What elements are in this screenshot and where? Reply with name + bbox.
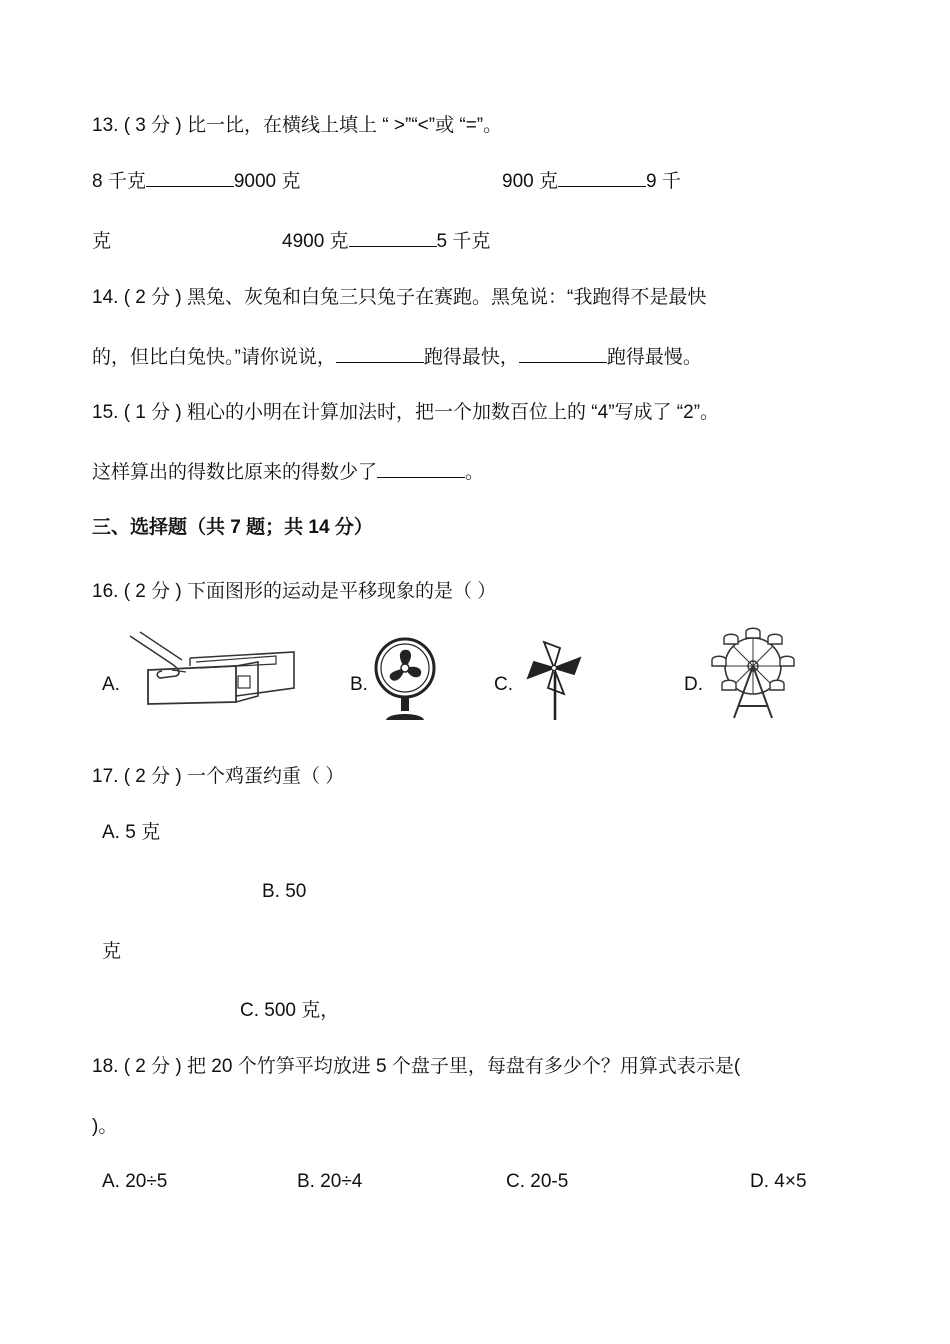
q13-b-left: 900 克 (502, 171, 558, 192)
q14-line2-a: 的，但比白兔快。”请你说说， (92, 347, 336, 368)
q17-option-b[interactable]: B. 50 (262, 881, 307, 902)
q13-a-right: 9000 克 (233, 171, 301, 192)
q13-c-left: 4900 克 (282, 231, 349, 252)
q15-line1: 15. ( 1 分 ) 粗心的小明在计算加法时，把一个加数百位上的 “4”写成了 “2”。 (92, 402, 720, 423)
q14-line2-b: 跑得最快， (423, 347, 519, 368)
q14-line2 (92, 348, 702, 367)
q16-option-c-label[interactable]: C. (494, 674, 513, 695)
q14-blank-slowest[interactable] (519, 348, 607, 363)
q16-text: 16. ( 2 分 ) 下面图形的运动是平移现象的是（ ） (92, 581, 497, 602)
q15-line2 (92, 463, 484, 482)
q18-option-c[interactable]: C. 20-5 (506, 1171, 569, 1192)
fan-image (372, 636, 438, 730)
drawer-image (126, 630, 298, 716)
q17-text: 17. ( 2 分 ) 一个鸡蛋约重（ ） (92, 766, 345, 787)
pinwheel-image (526, 638, 586, 728)
q13-b-blank[interactable] (558, 172, 646, 187)
q18-option-b[interactable]: B. 20÷4 (297, 1171, 363, 1192)
q13-a-left: 8 千克 (92, 171, 146, 192)
q15-blank[interactable] (377, 463, 465, 478)
q15-line2-end: 。 (465, 462, 485, 483)
q18-line2: )。 (92, 1116, 118, 1137)
q13-b-right: 9 千 (645, 171, 681, 192)
q13-item-a (92, 172, 300, 191)
q17-option-b-wrap: 克 (102, 941, 122, 962)
q18-line1: 18. ( 2 分 ) 把 20 个竹笋平均放进 5 个盘子里，每盘有多少个？用算式表示是( (92, 1056, 741, 1077)
q14-line2-c: 跑得最慢。 (606, 347, 702, 368)
q13-c-blank[interactable] (349, 232, 437, 247)
q16-option-b-label[interactable]: B. (350, 674, 368, 695)
q13-b-wrap: 克 (92, 231, 112, 252)
q13-c-right: 5 千克 (436, 231, 491, 252)
section-3-title: 三、选择题（共 7 题；共 14 分） (92, 517, 373, 538)
q13-item-b (502, 172, 681, 191)
q17-option-a[interactable]: A. 5 克 (102, 822, 161, 843)
q13-a-blank[interactable] (146, 172, 234, 187)
q16-option-a-label[interactable]: A. (102, 674, 120, 695)
q17-option-c[interactable]: C. 500 克， (240, 1000, 340, 1021)
q14-blank-fastest[interactable] (336, 348, 424, 363)
ferris-wheel-image (712, 628, 794, 726)
q14-line1: 14. ( 2 分 ) 黑兔、灰兔和白兔三只兔子在赛跑。黑兔说：“我跑得不是最快 (92, 287, 707, 308)
q16-option-d-label[interactable]: D. (684, 674, 703, 695)
q13-text: 13. ( 3 分 ) 比一比，在横线上填上 “ >”“<”或 “=”。 (92, 115, 503, 136)
q13-item-c (282, 232, 490, 251)
q15-line2-text: 这样算出的得数比原来的得数少了 (92, 462, 378, 483)
q18-option-d[interactable]: D. 4×5 (750, 1171, 807, 1192)
q18-option-a[interactable]: A. 20÷5 (102, 1171, 168, 1192)
